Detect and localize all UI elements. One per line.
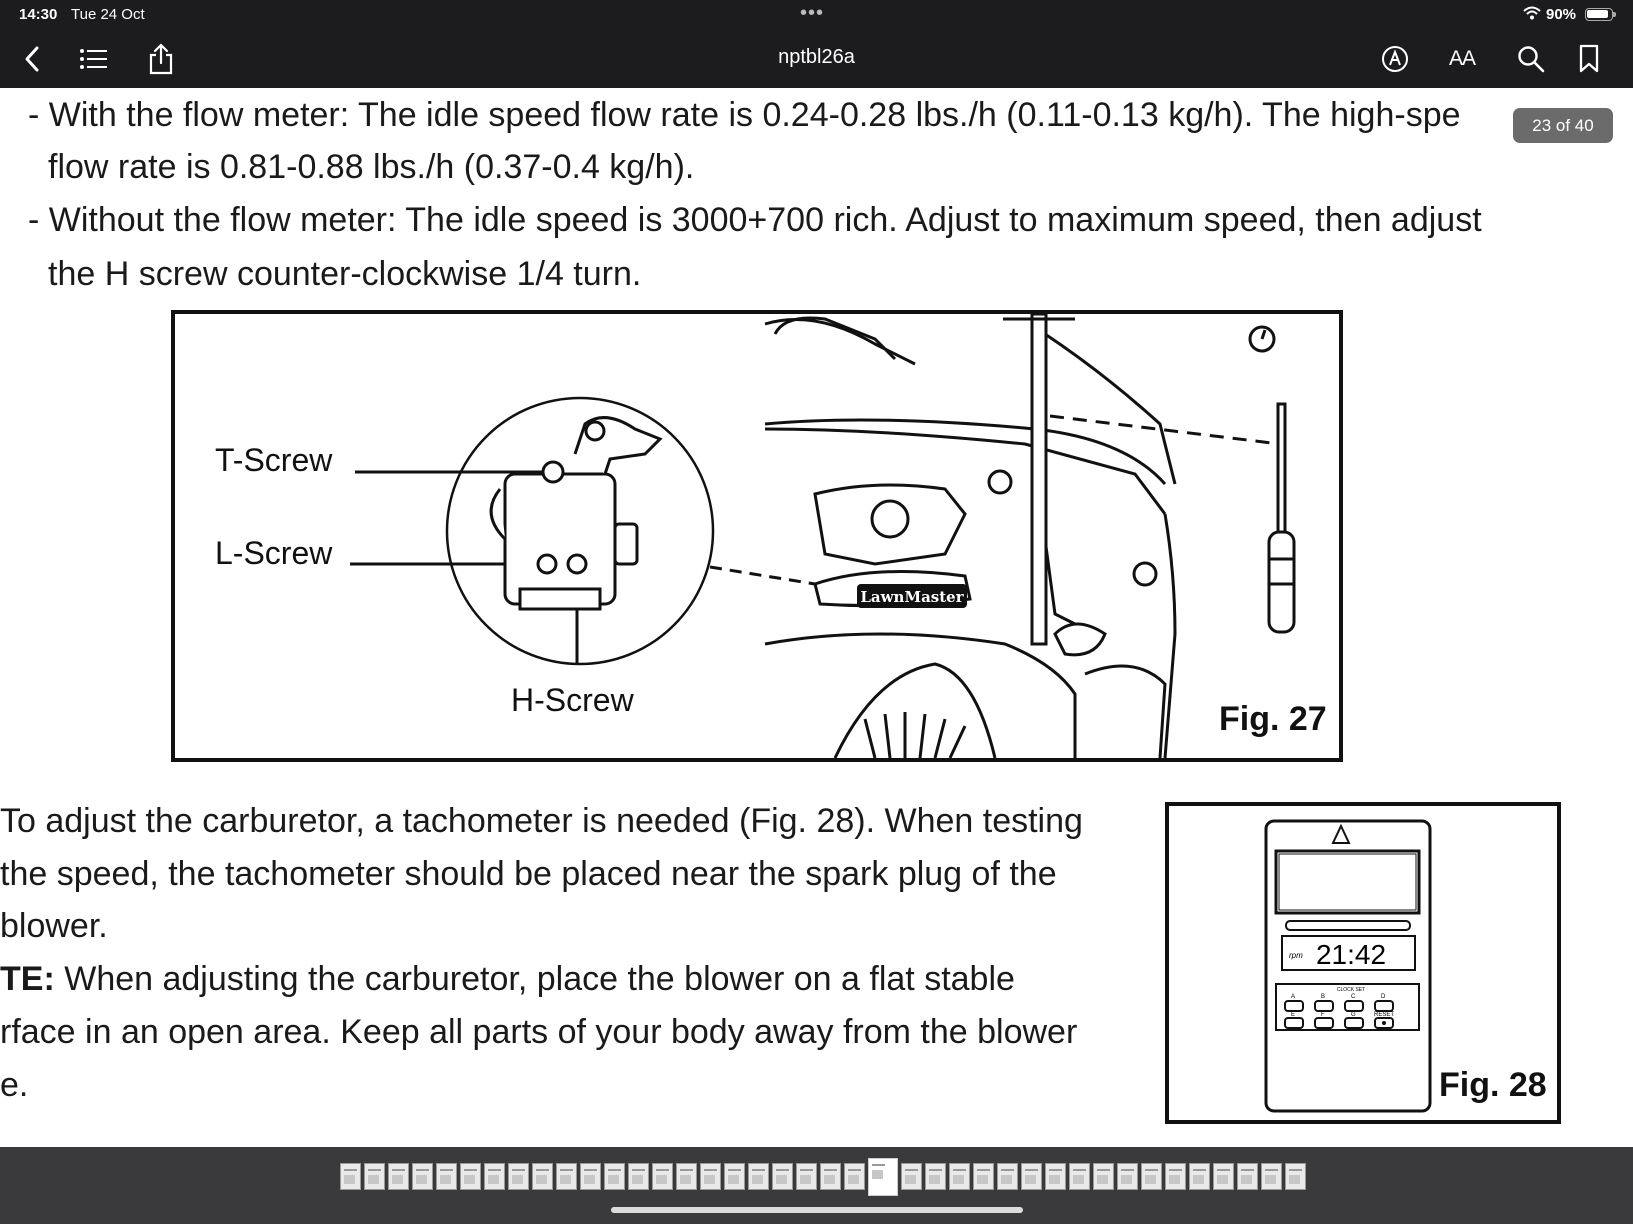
note-line-1 [0,953,1015,1006]
reader-toolbar [0,30,1633,88]
key-f-label: F [1321,1012,1325,1018]
page-thumbnail[interactable] [580,1163,601,1190]
note-heading: TE: [0,960,55,998]
key-g-label: G [1351,1012,1356,1018]
figure-28 [1165,802,1561,1124]
page-thumbnail[interactable] [508,1163,529,1190]
thumbnail-list[interactable] [340,1163,1306,1193]
page-thumbnail[interactable] [1237,1163,1258,1190]
search-icon[interactable] [1513,41,1549,77]
tach-paragraph-line-3: blower. [0,907,108,945]
no-flow-meter-line-2: the H screw counter-clockwise 1/4 turn. [48,255,642,293]
page-thumbnail[interactable] [820,1163,841,1190]
page-thumbnail[interactable] [556,1163,577,1190]
status-date: Tue 24 Oct [71,6,145,23]
h-screw-label: H-Screw [511,682,634,718]
page-thumbnail[interactable] [1117,1163,1138,1190]
t-screw-label: T-Screw [215,442,333,478]
page-thumbnail[interactable] [997,1163,1018,1190]
clock-set-label: CLOCK SET [1336,987,1366,993]
fig-28-label: Fig. 28 [1439,1066,1547,1104]
page-thumbnail[interactable] [1189,1163,1210,1190]
page-thumbnail[interactable] [532,1163,553,1190]
page-thumbnail[interactable] [628,1163,649,1190]
page-thumbnail[interactable] [700,1163,721,1190]
status-time: 14:30 [19,6,58,23]
page-thumbnail[interactable] [340,1163,361,1190]
page-thumbnail[interactable] [925,1163,946,1190]
key-b-label: B [1321,994,1326,1000]
tach-paragraph-line-2: the speed, the tachometer should be placed near the spark plug of the [0,855,1057,893]
note-line-2: rface in an open area. Keep all parts of your body away from the blower [0,1013,1078,1051]
page-thumbnail[interactable] [901,1163,922,1190]
page-thumbnail[interactable] [1069,1163,1090,1190]
page-thumbnail[interactable] [868,1158,898,1196]
page-thumbnail[interactable] [1261,1163,1282,1190]
document-title: nptbl26a [778,46,855,68]
page-thumbnail[interactable] [364,1163,385,1190]
page-thumbnail[interactable] [1285,1163,1306,1190]
figure-27 [171,310,1343,762]
page-thumbnail[interactable] [1045,1163,1066,1190]
wifi-icon [1523,6,1541,24]
page-thumbnail[interactable] [388,1163,409,1190]
key-c-label: C [1351,994,1356,1000]
page-thumbnail[interactable] [1165,1163,1186,1190]
page-thumbnail[interactable] [652,1163,673,1190]
page-thumbnail[interactable] [724,1163,745,1190]
page-thumbnail[interactable] [604,1163,625,1190]
bookmark-icon[interactable] [1571,41,1607,77]
page-thumbnail[interactable] [1141,1163,1162,1190]
key-reset-label: RESET [1374,1012,1395,1018]
page-thumbnail[interactable] [748,1163,769,1190]
key-a-label: A [1291,994,1296,1000]
home-indicator[interactable] [611,1207,1023,1213]
note-line-3: e. [0,1066,29,1104]
brand-logo-text: LawnMaster [860,588,964,606]
page-thumbnail[interactable] [796,1163,817,1190]
key-d-label: D [1381,994,1386,1000]
page-thumbnail[interactable] [1021,1163,1042,1190]
page-thumbnail[interactable] [973,1163,994,1190]
tach-paragraph-line-1: To adjust the carburetor, a tachometer is needed (Fig. 28). When testing [0,802,1083,840]
page-thumbnail[interactable] [484,1163,505,1190]
l-screw-label: L-Screw [215,535,333,571]
flow-meter-line-1: - With the flow meter: The idle speed flow rate is 0.24-0.28 lbs./h (0.11-0.13 kg/h). The high-spe [28,96,1461,134]
multitasking-dots-icon[interactable]: ••• [800,2,825,24]
battery-icon [1585,8,1613,21]
page-thumbnail[interactable] [460,1163,481,1190]
fig-27-label: Fig. 27 [1219,700,1327,738]
tach-unit: rpm [1289,951,1303,960]
battery-percent: 90% [1546,6,1577,23]
page-thumbnail[interactable] [949,1163,970,1190]
page-thumbnail[interactable] [412,1163,433,1190]
status-bar [0,0,1633,30]
page-thumbnail[interactable] [436,1163,457,1190]
tach-display-value: 21:42 [1315,939,1387,970]
page-thumbnail[interactable] [1213,1163,1234,1190]
page-thumbnail[interactable] [1093,1163,1114,1190]
page-indicator: 23 of 40 [1513,108,1613,143]
text-size-icon[interactable]: AA [1448,47,1475,70]
markup-icon[interactable] [1377,41,1413,77]
page-thumbnail[interactable] [772,1163,793,1190]
carburetor-illustration [175,314,1339,758]
page-thumbnail[interactable] [676,1163,697,1190]
key-e-label: E [1291,1012,1296,1018]
no-flow-meter-line-1: - Without the flow meter: The idle speed is 3000+700 rich. Adjust to maximum speed, then adjust [28,201,1482,239]
note-text-1: When adjusting the carburetor, place the blower on a flat stable [54,960,1015,998]
page-thumbnail[interactable] [844,1163,865,1190]
flow-meter-line-2: flow rate is 0.81-0.88 lbs./h (0.37-0.4 kg/h). [48,148,695,186]
